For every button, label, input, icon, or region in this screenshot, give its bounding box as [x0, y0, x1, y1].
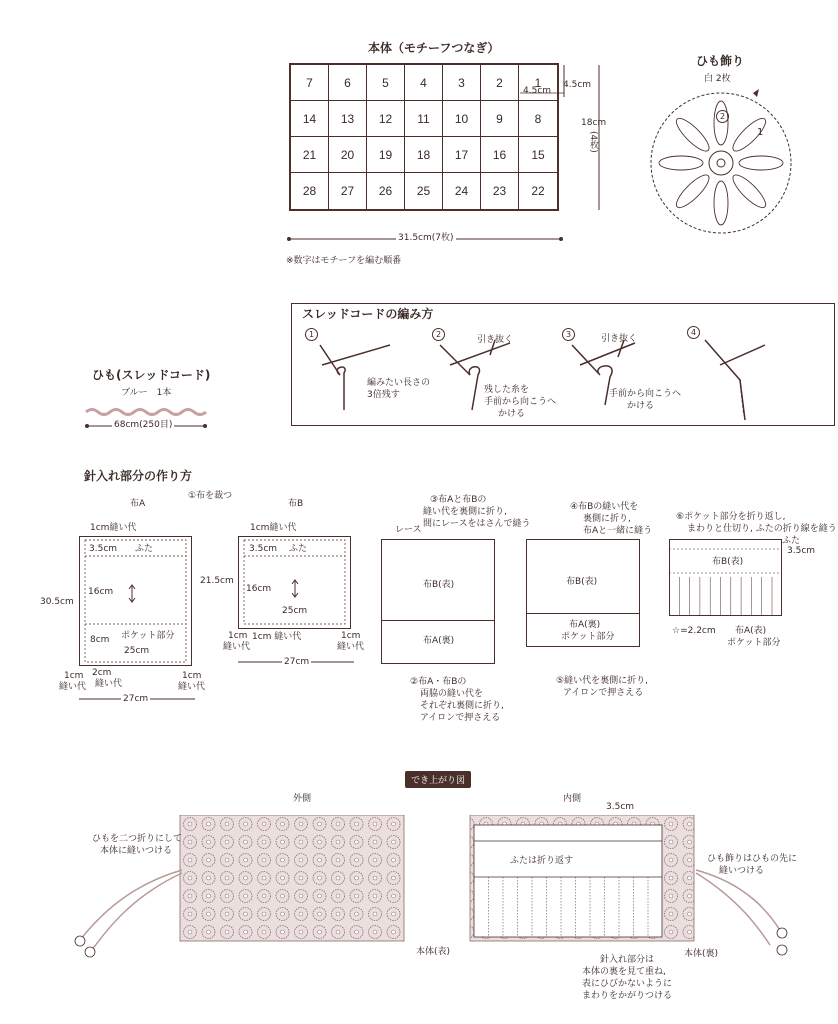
a-flap: 3.5cm: [89, 544, 118, 554]
tc-note2a: 残した糸を: [484, 385, 530, 395]
motif-cell: 24: [443, 173, 481, 209]
p4-pocket: ポケット部分: [561, 632, 615, 642]
motif-cell: 7: [291, 65, 329, 101]
motif-cell: 12: [367, 101, 405, 137]
motif-cell: 16: [481, 137, 519, 173]
finished-badge: でき上がり図: [405, 771, 471, 788]
tc-pull-1: 引き抜く: [477, 335, 514, 345]
p6-b: 布B(表): [712, 557, 744, 567]
p3-bottom: 布A(裏): [423, 636, 455, 646]
a-width: 27cm: [123, 694, 149, 704]
step4b: 裏側に折り,: [583, 514, 631, 524]
b-l2: 縫い代: [223, 642, 251, 652]
motif-cell: 21: [291, 137, 329, 173]
tc-step-1: 1: [305, 328, 318, 341]
motif-cell: 1: [519, 65, 557, 101]
right-note1: ひも飾りはひもの先に: [707, 854, 798, 864]
motif-cell: 17: [443, 137, 481, 173]
tc-note1b: 3倍残す: [367, 390, 400, 400]
motif-cell: 3: [443, 65, 481, 101]
a-2cm1: 2cm: [92, 668, 112, 678]
p6-star: ☆=2.2cm: [672, 626, 716, 636]
motif-cell: 23: [481, 173, 519, 209]
p6-pocket: ポケット部分: [727, 638, 781, 648]
motif-cell: 4: [405, 65, 443, 101]
ornament-step1: 1: [757, 127, 764, 138]
motif-cell: 20: [329, 137, 367, 173]
bottom1: 針入れ部分は: [600, 955, 655, 965]
step5b: アイロンで押さえる: [563, 688, 644, 698]
cell-width-label: 4.5cm: [523, 86, 552, 96]
motif-cell: 9: [481, 101, 519, 137]
a-pocket: ポケット部分: [121, 631, 175, 641]
step2b: 両脇の縫い代を: [420, 689, 484, 699]
step5a: ⑤縫い代を裏側に折り,: [556, 676, 648, 686]
tc-note3b: かける: [627, 401, 655, 411]
step2c: それぞれ裏側に折り,: [420, 701, 504, 711]
b-r2: 縫い代: [337, 642, 365, 652]
bottom3: 表にひびかないように: [582, 979, 673, 989]
needle-title: 針入れ部分の作り方: [84, 469, 193, 483]
motif-cell: 28: [291, 173, 329, 209]
fabric-b-label: 布B: [288, 499, 304, 509]
motif-cell: 13: [329, 101, 367, 137]
a-16: 16cm: [88, 587, 114, 597]
p4-top: 布B(表): [566, 577, 598, 587]
cell-height-label: 4.5cm: [563, 80, 592, 90]
bottom4: まわりをかがりつける: [582, 991, 673, 1001]
motif-cell: 2: [481, 65, 519, 101]
motif-height-sub: (4枚): [588, 131, 598, 153]
motif-cell: 25: [405, 173, 443, 209]
motif-grid: [289, 63, 559, 211]
finished-illustration: [70, 815, 830, 965]
bottom2: 本体の裏を見て重ね,: [582, 967, 666, 977]
motif-height-label: 18cm: [581, 118, 607, 128]
tc-step-4: 4: [687, 326, 700, 339]
motif-cell: 8: [519, 101, 557, 137]
a-25: 25cm: [124, 646, 150, 656]
b-flap: 3.5cm: [249, 544, 278, 554]
body-front: 本体(表): [416, 947, 451, 957]
string-length: 68cm(250目): [114, 420, 173, 430]
lace-label: レース: [395, 525, 422, 535]
motif-cell: 19: [367, 137, 405, 173]
ornament-title: ひも飾り: [696, 54, 745, 68]
motif-cell: 10: [443, 101, 481, 137]
p4-mid: 布A(裏): [569, 620, 601, 630]
a-seam-l2: 縫い代: [59, 682, 87, 692]
step6a: ⑥ポケット部分を折り返し,: [676, 512, 786, 522]
string-sub: ブルー 1本: [121, 388, 172, 398]
in-35: 3.5cm: [606, 802, 635, 812]
left-note1: ひもを二つ折りにして: [92, 834, 183, 844]
motif-cell: 14: [291, 101, 329, 137]
p3-top: 布B(表): [423, 580, 455, 590]
a-seam-r2: 縫い代: [178, 682, 206, 692]
outside-label: 外側: [293, 794, 312, 804]
b-flap-label: ふた: [289, 544, 308, 554]
motif-cell: 27: [329, 173, 367, 209]
thread-cord-title: スレッドコードの編み方: [302, 307, 434, 321]
body-back: 本体(裏): [684, 949, 719, 959]
b-16: 16cm: [246, 584, 272, 594]
a-flap-label: ふた: [135, 544, 154, 554]
motif-title: 本体（モチーフつなぎ）: [368, 41, 500, 55]
b-r1: 1cm: [341, 631, 361, 641]
motif-cell: 11: [405, 101, 443, 137]
b-l1: 1cm: [228, 631, 248, 641]
motif-cell: 15: [519, 137, 557, 173]
left-note2: 本体に縫いつける: [100, 846, 173, 856]
step4a: ④布Bの縫い代を: [570, 502, 639, 512]
tc-note3a: 手前から向こうへ: [609, 389, 682, 399]
p6-lid: ふた: [782, 536, 801, 546]
motif-cell: 5: [367, 65, 405, 101]
string-title: ひも(スレッドコード): [92, 368, 211, 382]
b-bottom: 1cm 縫い代: [252, 632, 302, 642]
tc-step-2: 2: [432, 328, 445, 341]
b-height: 21.5cm: [200, 576, 234, 586]
right-note2: 縫いつける: [719, 866, 765, 876]
inside-label: 内側: [563, 794, 582, 804]
a-height: 30.5cm: [40, 597, 74, 607]
step3a: ③布Aと布Bの: [430, 495, 487, 505]
tc-pull-2: 引き抜く: [601, 334, 638, 344]
step2a: ②布A・布Bの: [410, 677, 467, 687]
ornament-sub: 白 2枚: [704, 74, 731, 84]
motif-cell: 6: [329, 65, 367, 101]
b-width: 27cm: [284, 657, 310, 667]
motif-width-label: 31.5cm(7枚): [398, 233, 454, 243]
a-8: 8cm: [90, 635, 110, 645]
tc-note2b: 手前から向こうへ: [484, 397, 557, 407]
b-seam-top: 1cm縫い代: [250, 523, 297, 533]
a-seam-l1: 1cm: [64, 671, 84, 681]
a-2cm2: 縫い代: [95, 679, 123, 689]
motif-cell: 22: [531, 184, 545, 198]
b-25: 25cm: [282, 606, 308, 616]
motif-cell: 26: [367, 173, 405, 209]
ornament-step2: 2: [716, 110, 729, 123]
step6-lines: [669, 539, 783, 617]
fold-label: ふたは折り返す: [510, 856, 574, 866]
motif-cell: 18: [405, 137, 443, 173]
step4c: 布Aと一緒に縫う: [583, 526, 653, 536]
step3b: 縫い代を裏側に折り,: [423, 507, 507, 517]
motif-note: ※数字はモチーフを編む順番: [286, 256, 402, 266]
a-seam-top: 1cm縫い代: [90, 523, 137, 533]
step3c: 間にレースをはさんで縫う: [423, 519, 531, 529]
step6b: まわりと仕切り, ふたの折り線を縫う: [687, 524, 837, 534]
p6-a: 布A(表): [735, 626, 767, 636]
a-seam-r1: 1cm: [182, 671, 202, 681]
p6-35: 3.5cm: [787, 546, 816, 556]
fabric-a-label: 布A: [130, 499, 146, 509]
step2d: アイロンで押さえる: [420, 713, 501, 723]
tc-note1a: 編みたい長さの: [367, 378, 431, 388]
needle-step1: ①布を裁つ: [188, 491, 233, 501]
ornament-diagram: [645, 85, 805, 245]
tc-step-3: 3: [562, 328, 575, 341]
tc-note2c: かける: [498, 409, 526, 419]
